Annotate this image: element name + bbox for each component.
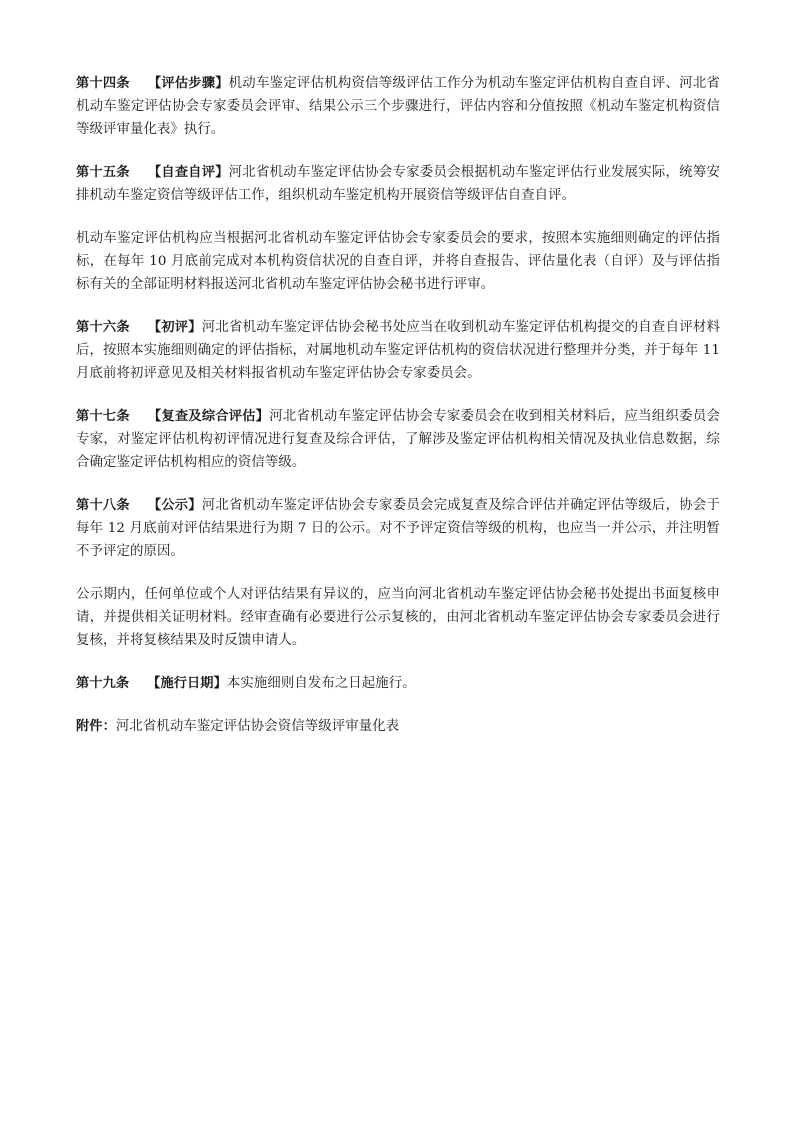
article-14 <box>76 72 720 141</box>
article-title: 【施行日期】 <box>147 676 227 691</box>
article-body: 河北省机动车鉴定评估协会专家委员会根据机动车鉴定评估行业发展实际，统筹安排机动车鉴定资信等级评估工作，组织机动车鉴定机构开展资信等级评估自查自评。 <box>76 165 720 203</box>
attachment-text: 河北省机动车鉴定评估协会资信等级评审量化表 <box>115 719 400 734</box>
article-body: 河北省机动车鉴定评估协会专家委员会在收到相关材料后，应当组织委员会专家，对鉴定评估机构初评情况进行复查及综合评估，了解涉及鉴定评估机构相关情况及执业信息数据，综合确定鉴定评估机构相应的资信等级。 <box>76 409 720 470</box>
article-title: 【评估步骤】 <box>147 76 229 91</box>
article-body: 河北省机动车鉴定评估协会专家委员会完成复查及综合评估并确定评估等级后，协会于每年 12 月底前对评估结果进行为期 7 日的公示。对不予评定资信等级的机构，也应当一并公示，并注明暂不予评定的原因。 <box>76 498 720 559</box>
article-number: 第十七条 <box>76 409 130 424</box>
article-title: 【复查及综合评估】 <box>147 409 270 424</box>
article-body: 本实施细则自发布之日起施行。 <box>226 676 416 691</box>
article-title: 【公示】 <box>147 498 202 513</box>
article-body: 河北省机动车鉴定评估协会秘书处应当在收到机动车鉴定评估机构提交的自查自评材料后，按照本实施细则确定的评估指标，对属地机动车鉴定评估机构的资信状况进行整理并分类，并于每年 11 月底前将初评意见及相关材料报省机动车鉴定评估协会专家委员会。 <box>76 320 720 381</box>
document-page <box>76 72 720 758</box>
attachment-label: 附件： <box>76 719 116 734</box>
article-15 <box>76 161 720 207</box>
article-number: 第十九条 <box>76 676 130 691</box>
article-number: 第十六条 <box>76 320 130 335</box>
article-number: 第十四条 <box>76 76 130 91</box>
article-16 <box>76 316 720 385</box>
article-body: 机动车鉴定评估机构资信等级评估工作分为机动车鉴定评估机构自查自评、河北省机动车鉴定评估协会专家委员会评审、结果公示三个步骤进行，评估内容和分值按照《机动车鉴定机构资信等级评审量化表》执行。 <box>76 76 720 137</box>
article-18-paragraph-2: 公示期内，任何单位或个人对评估结果有异议的，应当向河北省机动车鉴定评估协会秘书处提出书面复核申请，并提供相关证明材料。经审查确有必要进行公示复核的，由河北省机动车鉴定评估协会专家委员会进行复核，并将复核结果及时反馈申请人。 <box>76 587 720 648</box>
article-18 <box>76 494 720 563</box>
article-title: 【自查自评】 <box>147 165 229 180</box>
article-number: 第十八条 <box>76 498 130 513</box>
attachment-line <box>76 715 720 738</box>
article-title: 【初评】 <box>147 320 202 335</box>
article-17 <box>76 405 720 474</box>
article-number: 第十五条 <box>76 165 130 180</box>
article-19 <box>76 672 720 695</box>
article-15-paragraph-2: 机动车鉴定评估机构应当根据河北省机动车鉴定评估协会专家委员会的要求，按照本实施细则确定的评估指标，在每年 10 月底前完成对本机构资信状况的自查自评，并将自查报告、评估量化表（自评）及与评估指标有关的全部证明材料报送河北省机动车鉴定评估协会秘书进行评审。 <box>76 231 720 292</box>
